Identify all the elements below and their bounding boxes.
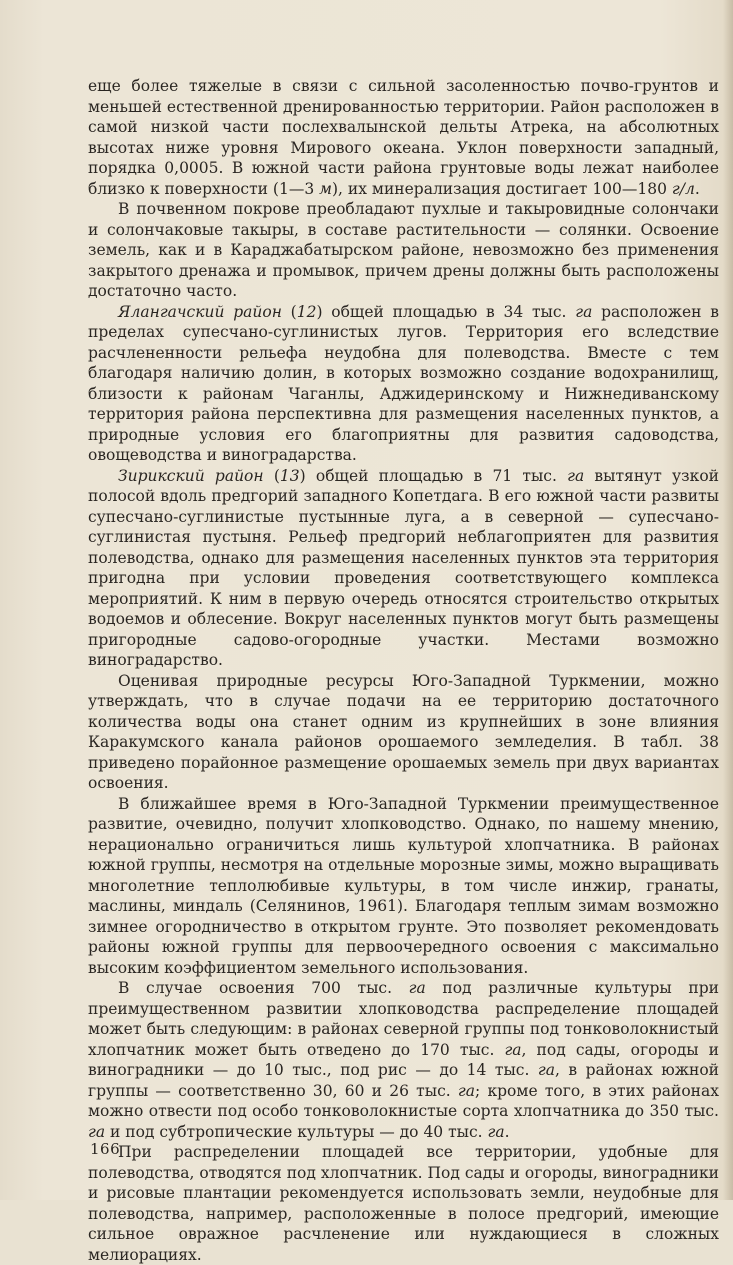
text-run: ), их минерализация достигает 100—180 [331, 179, 672, 198]
italic-run: га [487, 1122, 505, 1141]
paragraph [88, 978, 719, 1142]
text-run: и под субтропические культуры — до 40 тыс. [105, 1122, 488, 1141]
text-run: , в районах южной группы — соответственно 30, 60 и 26 тыс. [88, 1061, 719, 1100]
body-text [88, 76, 719, 1265]
italic-run: га [567, 466, 585, 485]
italic-run: га [88, 1122, 106, 1141]
italic-run: г/л [671, 179, 695, 198]
text-run: Оценивая природные ресурсы Юго-Западной Туркмении, можно утверждать, что в случае подачи на ее территорию достаточного количества воды она станет одним из крупнейших в зоне влияния Каракумского канала районов орошаемого земледелия. В табл. 38 приведено порайонное размещение орошаемых земель при двух вариантах освоения. [88, 671, 719, 792]
paragraph [88, 302, 719, 466]
text-run: ( [281, 302, 297, 321]
paragraph [88, 794, 719, 979]
italic-run: га [408, 979, 426, 997]
paragraph [88, 1142, 719, 1265]
italic-run: га [575, 302, 593, 321]
italic-run: га [537, 1061, 555, 1079]
page-number: 166 [90, 1140, 121, 1158]
text-run: В почвенном покрове преобладают пухлые и такыровидные солончаки и солончаковые такыры, в составе растительности — солянки. Освоение земель, как и в Караджабатырском районе, невозможно без применения закрытого дренажа и промывок, причем дрены должны быть расположены достаточно часто. [88, 200, 719, 300]
italic-run: га [504, 1040, 522, 1059]
text-run: расположен в пределах супесчано-суглинистых лугов. Территория его вследствие расчлененности рельефа неудобна для полеводства. Вместе с тем благодаря наличию долин, в которых возможно создание водохранилищ, близости к районам Чаганлы, Аджидеринскому и Нижнедиванскому территория района перспективна для размещения населенных пунктов, а природные условия его благоприятны для развития садоводства, овощеводства и виноградарства. [88, 302, 719, 464]
text-run: , под сады, огороды и виноградники — до 10 тыс., под рис — до 14 тыс. [88, 1040, 719, 1079]
text-run: При распределении площадей все территории, удобные для полеводства, отводятся под хлопчатник. Под сады и огороды, виноградники и рисовые плантации рекомендуется использовать земли, неудобные для полеводства, например, расположенные в полосе предгорий, имеющие сильное овражное расчленение или нуждающиеся в сложных мелиорациях. [88, 1143, 719, 1264]
text-run: вытянут узкой полосой вдоль предгорий западного Копетдага. В его южной части развиты супесчано-суглинистые пустынные луга, а в северной — супесчано-суглинистая пустыня. Рельеф предгорий неблагоприятен для развития полеводства, однако для размещения населенных пунктов эта территория пригодна при условии проведения соответствующего комплекса мероприятий. К ним в первую очередь относятся строительство открытых водоемов и облесение. Вокруг населенных пунктов могут быть размещены пригородные садово-огородные участки. Местами возможно виноградарство. [88, 466, 719, 669]
italic-run: м [319, 179, 332, 198]
paragraph [88, 199, 719, 302]
text-run: под различные культуры при преимущественном развитии хлопководства распределение площадей может быть следующим: в районах северной группы под тонковолокнистый хлопчатник может быть отведено до 170 тыс. [88, 979, 719, 1059]
page-spine-shadow [723, 0, 733, 1200]
paragraph [88, 76, 719, 199]
text-run: В случае освоения 700 тыс. [118, 979, 409, 997]
paragraph [88, 466, 719, 671]
italic-run: Ялангачский район [118, 302, 282, 321]
text-run: В ближайшее время в Юго-Западной Туркмении преимущественное развитие, очевидно, получит хлопководство. Однако, по нашему мнению, нерационально ограничиться лишь культурой хлопчатника. В районах южной группы, несмотря на отдельные морозные зимы, можно выращивать многолетние теплолюбивые культуры, в том числе инжир, гранаты, маслины, миндаль (Селянинов, 1961). Благодаря теплым зимам возможно зимнее огородничество в открытом грунте. Это позволяет рекомендовать районы южной группы для первоочередного освоения с максимально высоким коэффициентом земельного использования. [88, 794, 719, 977]
text-run: ) общей площадью в 71 тыс. [299, 466, 568, 485]
italic-run: 13 [279, 466, 300, 485]
italic-run: Зирикский район [118, 466, 264, 485]
text-run: ( [263, 466, 280, 485]
text-run: . [504, 1122, 510, 1141]
italic-run: га [457, 1081, 475, 1100]
italic-run: 12 [296, 302, 317, 321]
text-run: ) общей площадью в 34 тыс. [316, 302, 576, 321]
text-run: ; кроме того, в этих районах можно отвести под особо тонковолокнистые сорта хлопчатника до 350 тыс. [88, 1081, 719, 1120]
text-run: . [694, 179, 700, 198]
text-run: еще более тяжелые в связи с сильной засоленностью почво-грунтов и меньшей естественной дренированностью территории. Район расположен в самой низкой части послехвалынской дельты Атрека, на абсолютных высотах ниже уровня Мирового океана. Уклон поверхности западный, порядка 0,0005. В южной части района грунтовые воды лежат наиболее близко к поверхности (1—3 [88, 77, 719, 198]
paragraph [88, 671, 719, 794]
